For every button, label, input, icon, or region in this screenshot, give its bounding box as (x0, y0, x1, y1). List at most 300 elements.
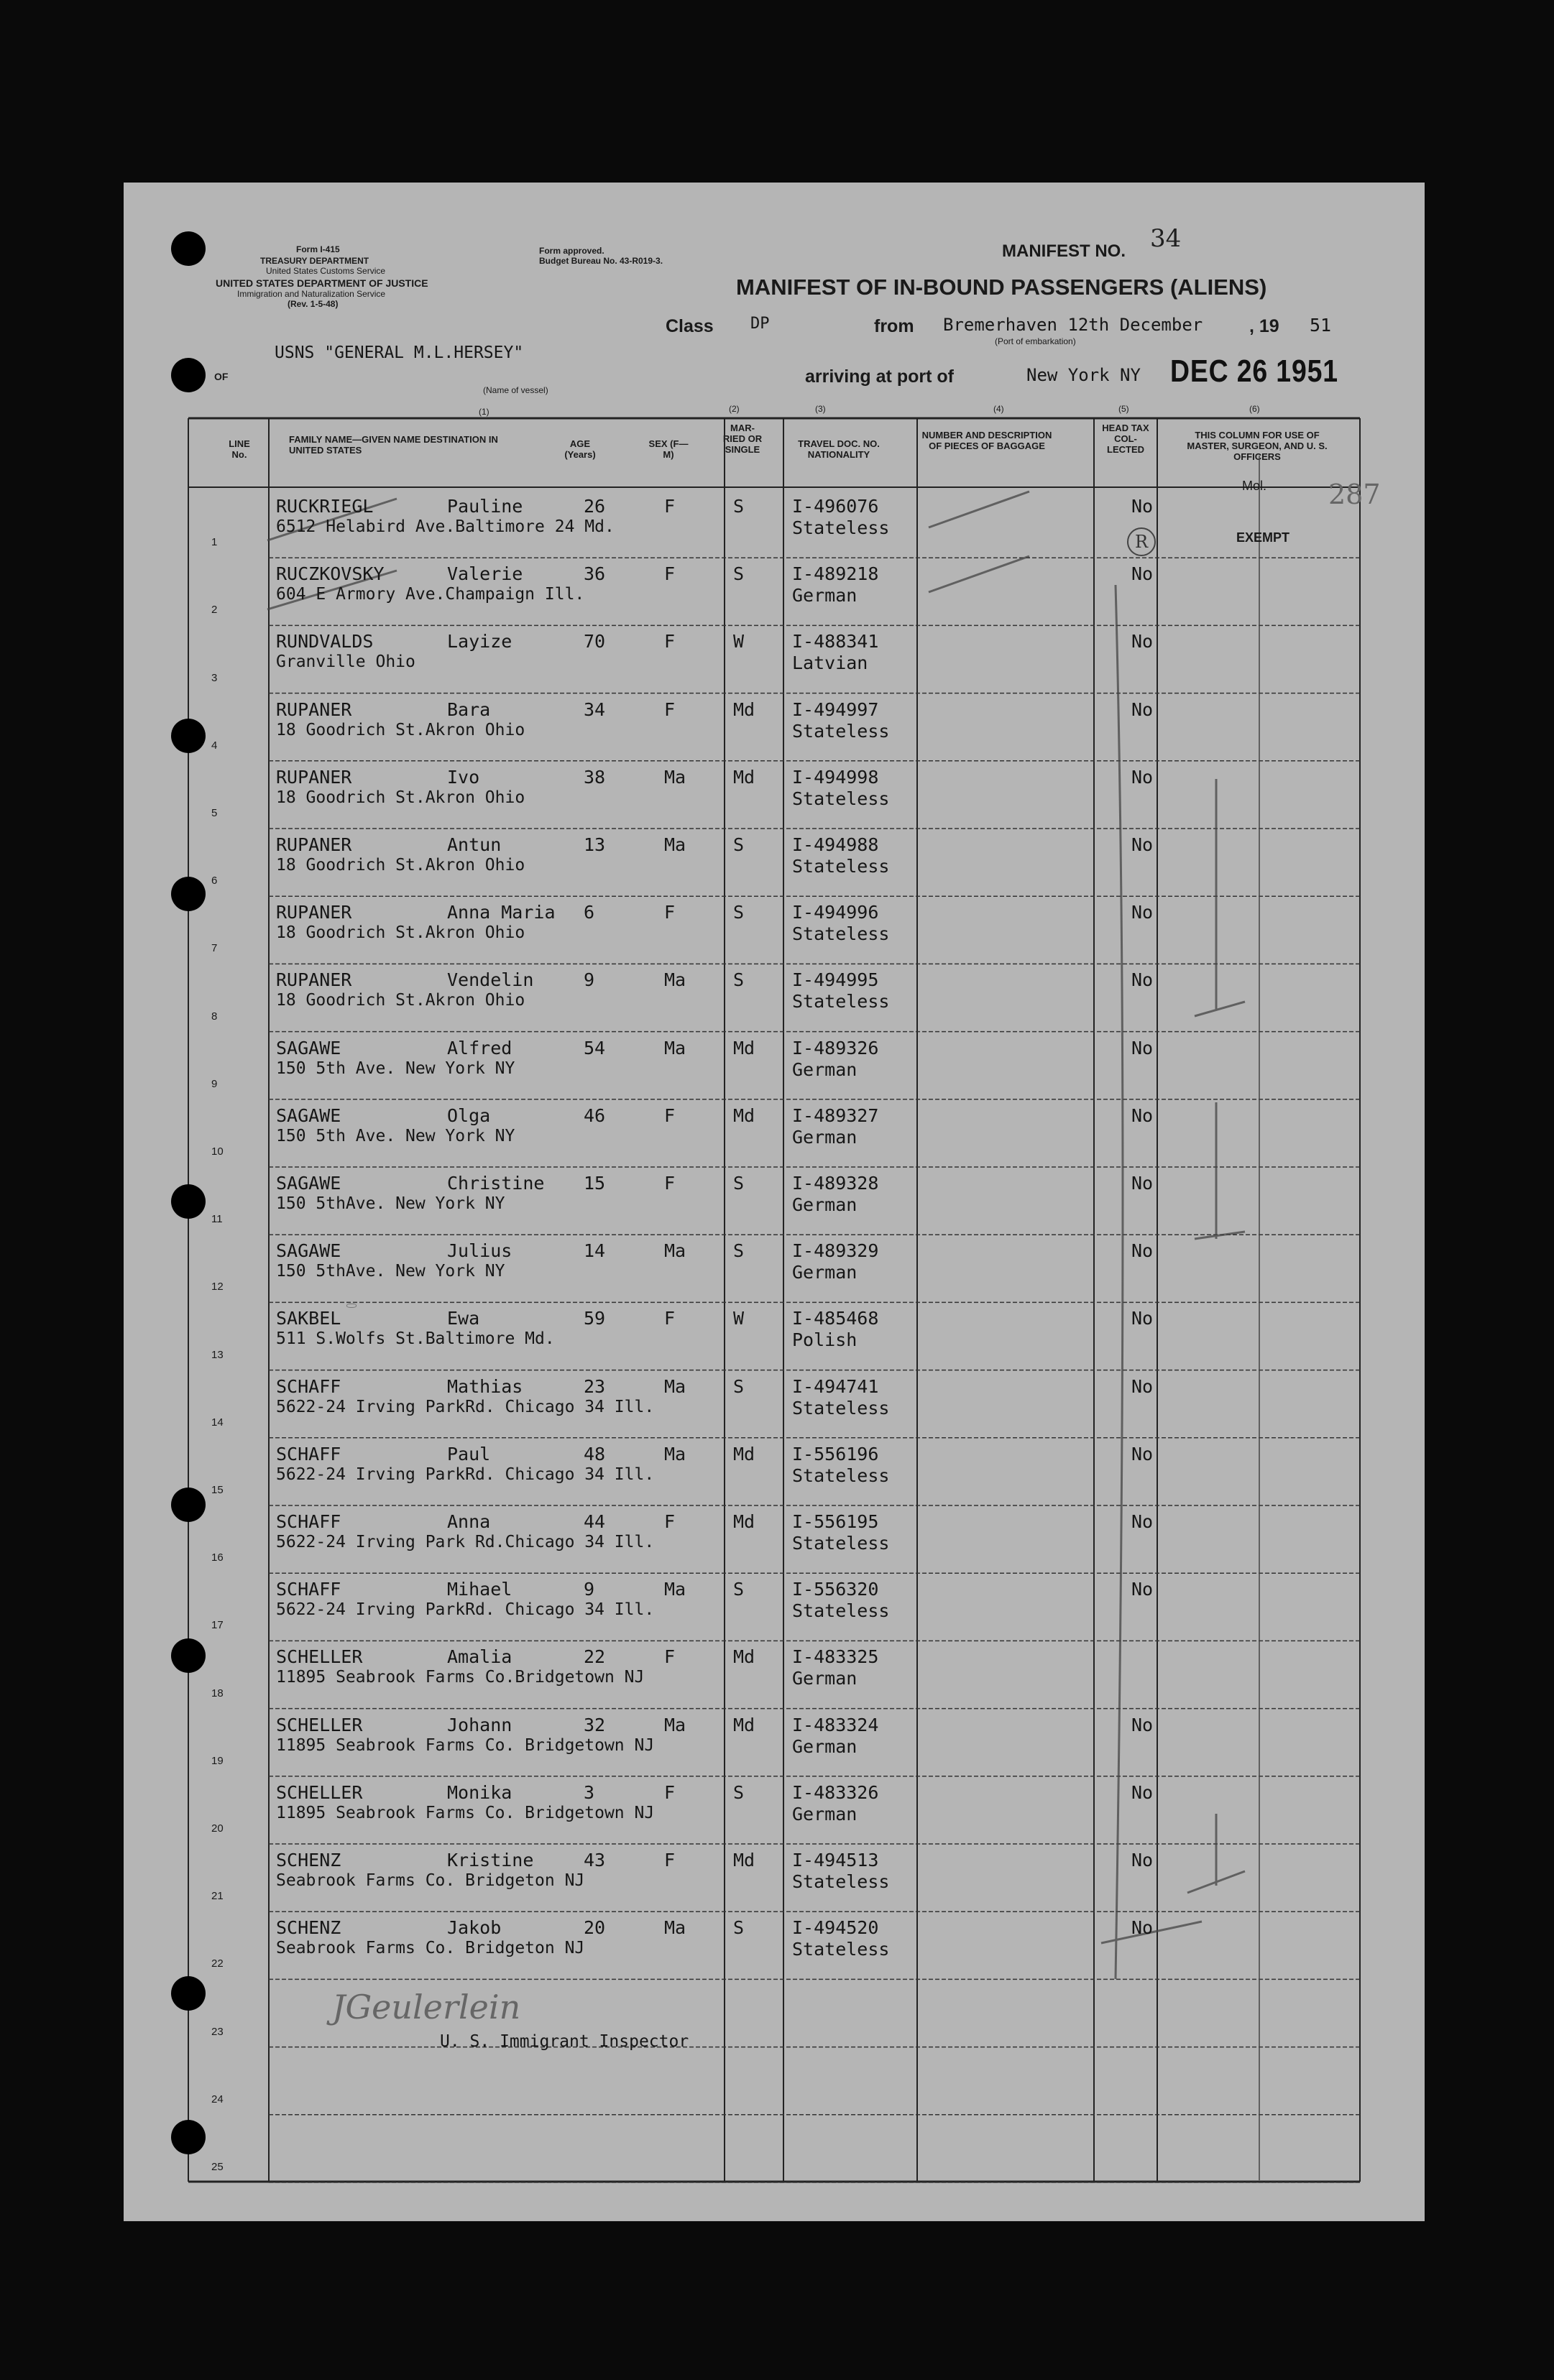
head-tax: No (1131, 1308, 1154, 1329)
travel-doc-number: I-556320 (792, 1579, 879, 1600)
table-row (124, 1844, 1425, 1911)
line-number: 21 (211, 1890, 224, 1903)
destination: 511 S.Wolfs St.Baltimore Md. (276, 1329, 555, 1349)
nationality: Stateless (792, 517, 890, 538)
sex: F (664, 1850, 676, 1871)
table-row (124, 1911, 1425, 1979)
line-number: 3 (211, 671, 218, 684)
year-value: 51 (1310, 315, 1332, 336)
age: 34 (584, 698, 606, 720)
col-num-1: (1) (479, 407, 489, 417)
col-num-5: (5) (1118, 404, 1129, 414)
destination: 5622-24 Irving Park Rd.Chicago 34 Ill. (276, 1533, 655, 1551)
stamp-number-annotation: 287 (1328, 479, 1381, 510)
marital-status: Md (733, 766, 755, 788)
age: 44 (584, 1511, 606, 1532)
inspector-title: U. S. Immigrant Inspector (440, 2032, 689, 2051)
age: 23 (584, 1375, 606, 1397)
head-tax: No (1131, 1240, 1154, 1262)
marital-status: Md (733, 1037, 755, 1058)
marital-status: S (733, 1917, 745, 1939)
head-tax: No (1131, 1917, 1154, 1939)
given-name: Kristine (447, 1850, 534, 1871)
nationality: German (792, 1126, 858, 1148)
table-row (124, 1302, 1425, 1370)
manifest-title: MANIFEST OF IN-BOUND PASSENGERS (ALIENS) (736, 275, 1267, 300)
line-number: 24 (211, 2093, 224, 2105)
travel-doc-number: I-556195 (792, 1511, 879, 1532)
travel-doc-number: I-489328 (792, 1173, 879, 1194)
table-row (124, 625, 1425, 693)
header-baggage: NUMBER AND DESCRIPTION OF PIECES OF BAGGAGE (921, 430, 1052, 451)
travel-doc-number: I-494741 (792, 1375, 879, 1397)
line-number: 4 (211, 739, 218, 752)
marital-status: Md (733, 698, 755, 720)
line-number: 10 (211, 1145, 224, 1158)
travel-doc-number: I-556196 (792, 1443, 879, 1465)
given-name: Valerie (447, 563, 523, 585)
given-name: Ewa (447, 1308, 480, 1329)
family-name: RUPANER (276, 698, 352, 720)
given-name: Anna (447, 1511, 491, 1532)
sex: Ma (664, 1917, 686, 1939)
dept-justice: UNITED STATES DEPARTMENT OF JUSTICE (216, 277, 428, 289)
head-tax: No (1131, 902, 1154, 923)
header-travel-doc: TRAVEL DOC. NO. NATIONALITY (798, 438, 880, 460)
travel-doc-number: I-494997 (792, 698, 879, 720)
destination: 6512 Helabird Ave.Baltimore 24 Md. (276, 517, 615, 536)
travel-doc-number: I-494998 (792, 766, 879, 788)
given-name: Vendelin (447, 969, 534, 991)
header-line-no: LINE No. (229, 438, 250, 460)
head-tax: No (1131, 631, 1154, 652)
family-name: SAGAWE (276, 1104, 341, 1126)
header-name: FAMILY NAME—GIVEN NAME DESTINATION IN UNITED STATES (289, 434, 498, 456)
age: 22 (584, 1646, 606, 1668)
line-number: 11 (211, 1213, 223, 1226)
punch-hole (171, 231, 206, 266)
dept-treasury-sub: United States Customs Service (266, 266, 386, 276)
destination: 11895 Seabrook Farms Co.Bridgetown NJ (276, 1668, 645, 1687)
year-prefix: , 19 (1249, 316, 1279, 336)
from-value: Bremerhaven 12th December (943, 315, 1203, 335)
table-row (124, 1641, 1425, 1708)
punch-hole (171, 1638, 206, 1673)
table-row (124, 1370, 1425, 1438)
line-number: 22 (211, 1957, 224, 1970)
table-row (124, 1099, 1425, 1167)
age: 43 (584, 1850, 606, 1871)
destination: 5622-24 Irving ParkRd. Chicago 34 Ill. (276, 1397, 655, 1416)
sex: Ma (664, 834, 686, 855)
table-row (124, 2115, 1425, 2182)
sex: F (664, 1646, 676, 1668)
marital-status: S (733, 834, 745, 855)
line-number: 23 (211, 2025, 224, 2038)
given-name: Jakob (447, 1917, 502, 1939)
destination: 11895 Seabrook Farms Co. Bridgetown NJ (276, 1735, 655, 1755)
travel-doc-number: I-489329 (792, 1240, 879, 1262)
destination: Granville Ohio (276, 652, 415, 672)
marital-status: S (733, 969, 745, 991)
from-label: from (874, 316, 914, 336)
table-row (124, 558, 1425, 625)
table-row (124, 1979, 1425, 2047)
given-name: Amalia (447, 1646, 512, 1668)
nationality: Stateless (792, 991, 890, 1013)
family-name: SAGAWE (276, 1037, 341, 1058)
given-name: Layize (447, 631, 512, 652)
line-number: 1 (211, 536, 218, 549)
age: 54 (584, 1037, 606, 1058)
punch-hole (171, 877, 206, 911)
head-tax: No (1131, 1850, 1154, 1871)
given-name: Paul (447, 1443, 491, 1465)
family-name: SCHELLER (276, 1781, 363, 1803)
table-row (124, 1235, 1425, 1302)
sex: F (664, 1173, 676, 1194)
head-tax: No (1131, 1511, 1154, 1532)
sex: F (664, 1308, 676, 1329)
given-name: Ivo (447, 766, 480, 788)
arriving-label: arriving at port of (805, 366, 954, 387)
nationality: Stateless (792, 856, 890, 877)
travel-doc-number: I-494988 (792, 834, 879, 855)
col-num-6: (6) (1249, 404, 1260, 414)
age: 6 (584, 902, 595, 923)
age: 14 (584, 1240, 606, 1262)
table-row (124, 1505, 1425, 1573)
sex: F (664, 496, 676, 517)
punch-hole (171, 1976, 206, 2011)
destination: 150 5thAve. New York NY (276, 1262, 505, 1281)
given-name: Alfred (447, 1037, 512, 1058)
family-name: RUCZKOVSKY (276, 563, 385, 585)
nationality: Stateless (792, 1465, 890, 1486)
line-number: 13 (211, 1348, 224, 1361)
nationality: German (792, 1735, 858, 1757)
destination: 18 Goodrich St.Akron Ohio (276, 788, 525, 807)
destination: 18 Goodrich St.Akron Ohio (276, 720, 525, 739)
inspector-signature: JGeulerlein (332, 1988, 521, 2026)
table-row (124, 1438, 1425, 1505)
form-revision: (Rev. 1-5-48) (288, 299, 339, 309)
marital-status: W (733, 631, 745, 652)
class-value: DP (750, 315, 770, 333)
head-tax: No (1131, 563, 1154, 585)
punch-hole (171, 358, 206, 392)
cassbel-note (346, 1304, 357, 1308)
table-row (124, 1032, 1425, 1099)
officer-mark: Mol. (1242, 479, 1267, 493)
punch-hole (171, 1488, 206, 1522)
marital-status: S (733, 1781, 745, 1803)
family-name: RUNDVALDS (276, 631, 374, 652)
line-number: 15 (211, 1483, 224, 1496)
nationality: German (792, 585, 858, 606)
manifest-sheet (124, 183, 1425, 2221)
header-sex: SEX (F—M) (648, 438, 689, 460)
family-name: SCHAFF (276, 1511, 341, 1532)
marital-status: S (733, 563, 745, 585)
table-row (124, 2047, 1425, 2115)
given-name: Monika (447, 1781, 512, 1803)
line-number: 5 (211, 806, 218, 819)
age: 9 (584, 969, 595, 991)
travel-doc-number: I-483325 (792, 1646, 879, 1668)
destination: 5622-24 Irving ParkRd. Chicago 34 Ill. (276, 1465, 655, 1484)
travel-doc-number: I-483326 (792, 1781, 879, 1803)
head-tax: No (1131, 1104, 1154, 1126)
nationality: Stateless (792, 1871, 890, 1892)
table-row (124, 693, 1425, 761)
manifest-number: 34 (1150, 224, 1182, 253)
head-tax: No (1131, 1375, 1154, 1397)
line-number: 12 (211, 1281, 224, 1293)
family-name: RUCKRIEGL (276, 496, 374, 517)
header-officers: THIS COLUMN FOR USE OF MASTER, SURGEON, AND U. S. OFFICERS (1187, 430, 1328, 462)
travel-doc-number: I-489327 (792, 1104, 879, 1126)
nationality: Stateless (792, 720, 890, 742)
of-label: OF (214, 371, 229, 382)
sex: Ma (664, 1579, 686, 1600)
travel-doc-number: I-496076 (792, 496, 879, 517)
age: 15 (584, 1173, 606, 1194)
table-row (124, 1709, 1425, 1776)
family-name: SCHAFF (276, 1579, 341, 1600)
family-name: RUPANER (276, 902, 352, 923)
destination: Seabrook Farms Co. Bridgeton NJ (276, 1939, 585, 1958)
nationality: German (792, 1194, 858, 1215)
family-name: SCHAFF (276, 1375, 341, 1397)
given-name: Mihael (447, 1579, 512, 1600)
line-number: 18 (211, 1687, 224, 1699)
punch-hole (171, 1184, 206, 1219)
age: 26 (584, 496, 606, 517)
nationality: German (792, 1262, 858, 1283)
age: 9 (584, 1579, 595, 1600)
nationality: Stateless (792, 788, 890, 809)
dept-justice-sub: Immigration and Naturalization Service (237, 289, 386, 299)
table-row (124, 964, 1425, 1031)
header-married: MAR-RIED OR SINGLE (722, 423, 763, 455)
given-name: Pauline (447, 496, 523, 517)
sex: F (664, 698, 676, 720)
line-number: 9 (211, 1077, 218, 1090)
given-name: Christine (447, 1173, 545, 1194)
sex: Ma (664, 969, 686, 991)
travel-doc-number: I-494513 (792, 1850, 879, 1871)
marital-status: Md (733, 1104, 755, 1126)
line-number: 2 (211, 604, 218, 617)
line-number: 19 (211, 1754, 224, 1767)
budget-bureau: Budget Bureau No. 43-R019-3. (539, 256, 663, 266)
nationality: Stateless (792, 923, 890, 945)
destination: 150 5thAve. New York NY (276, 1194, 505, 1213)
travel-doc-number: I-488341 (792, 631, 879, 652)
table-row (124, 1776, 1425, 1844)
family-name: SAGAWE (276, 1173, 341, 1194)
marital-status: Md (733, 1850, 755, 1871)
given-name: Bara (447, 698, 491, 720)
nationality: German (792, 1668, 858, 1689)
sex: F (664, 1781, 676, 1803)
header-head-tax: HEAD TAX COL-LECTED (1102, 423, 1149, 455)
punch-hole (171, 2120, 206, 2154)
line-number: 6 (211, 875, 218, 887)
nationality: Stateless (792, 1939, 890, 1960)
marital-status: W (733, 1308, 745, 1329)
family-name: SCHELLER (276, 1646, 363, 1668)
dept-treasury: TREASURY DEPARTMENT (260, 256, 369, 266)
sex: F (664, 1104, 676, 1126)
destination: Seabrook Farms Co. Bridgeton NJ (276, 1871, 585, 1890)
marital-status: S (733, 1375, 745, 1397)
destination: 150 5th Ave. New York NY (276, 1058, 515, 1078)
line-number: 20 (211, 1822, 224, 1835)
head-tax: No (1131, 698, 1154, 720)
table-row (124, 1573, 1425, 1641)
sex: Ma (664, 1443, 686, 1465)
nationality: Stateless (792, 1600, 890, 1622)
marital-status: S (733, 1173, 745, 1194)
head-tax: No (1131, 766, 1154, 788)
travel-doc-number: I-485468 (792, 1308, 879, 1329)
destination: 11895 Seabrook Farms Co. Bridgetown NJ (276, 1803, 655, 1822)
form-number: Form I-415 (296, 244, 340, 254)
destination: 604 E Armory Ave.Champaign Ill. (276, 585, 585, 604)
age: 13 (584, 834, 606, 855)
table-row (124, 490, 1425, 558)
marital-status: Md (733, 1443, 755, 1465)
vessel-name: USNS "GENERAL M.L.HERSEY" (275, 343, 524, 362)
col-num-3: (3) (815, 404, 826, 414)
officer-note: EXEMPT (1236, 530, 1290, 545)
class-label: Class (666, 316, 714, 336)
nationality: Stateless (792, 1533, 890, 1554)
family-name: SAKBEL (276, 1308, 341, 1329)
head-tax: No (1131, 1037, 1154, 1058)
destination: 18 Goodrich St.Akron Ohio (276, 856, 525, 875)
destination: 18 Goodrich St.Akron Ohio (276, 923, 525, 943)
line-number: 16 (211, 1551, 224, 1564)
family-name: SCHAFF (276, 1443, 341, 1465)
circled-mark: R (1127, 527, 1156, 556)
sex: F (664, 902, 676, 923)
family-name: SCHENZ (276, 1850, 341, 1871)
punch-hole (171, 719, 206, 753)
sex: Ma (664, 766, 686, 788)
manifest-number-label: MANIFEST NO. (1002, 241, 1126, 261)
travel-doc-number: I-494520 (792, 1917, 879, 1939)
sex: F (664, 1511, 676, 1532)
col-num-4: (4) (993, 404, 1004, 414)
given-name: Antun (447, 834, 502, 855)
col-num-2: (2) (729, 404, 740, 414)
head-tax: No (1131, 969, 1154, 991)
nationality: German (792, 1058, 858, 1080)
form-approved: Form approved. (539, 246, 604, 256)
travel-doc-number: I-489326 (792, 1037, 879, 1058)
age: 32 (584, 1714, 606, 1735)
travel-doc-number: I-494995 (792, 969, 879, 991)
head-tax: No (1131, 1173, 1154, 1194)
vessel-note: (Name of vessel) (483, 385, 548, 395)
table-row (124, 761, 1425, 829)
nationality: Latvian (792, 652, 868, 674)
family-name: SCHELLER (276, 1714, 363, 1735)
destination: 5622-24 Irving ParkRd. Chicago 34 Ill. (276, 1600, 655, 1620)
head-tax: No (1131, 834, 1154, 855)
line-number: 8 (211, 1010, 218, 1023)
table-row (124, 1167, 1425, 1235)
age: 20 (584, 1917, 606, 1939)
given-name: Olga (447, 1104, 491, 1126)
age: 3 (584, 1781, 595, 1803)
family-name: RUPANER (276, 969, 352, 991)
age: 38 (584, 766, 606, 788)
nationality: Polish (792, 1329, 858, 1351)
age: 46 (584, 1104, 606, 1126)
sex: F (664, 631, 676, 652)
family-name: RUPANER (276, 766, 352, 788)
age: 48 (584, 1443, 606, 1465)
header-age: AGE (Years) (564, 438, 596, 460)
travel-doc-number: I-483324 (792, 1714, 879, 1735)
sex: Ma (664, 1037, 686, 1058)
travel-doc-number: I-489218 (792, 563, 879, 585)
family-name: SAGAWE (276, 1240, 341, 1262)
head-tax: No (1131, 1781, 1154, 1803)
line-number: 14 (211, 1416, 224, 1429)
marital-status: Md (733, 1714, 755, 1735)
sex: Ma (664, 1375, 686, 1397)
given-name: Johann (447, 1714, 512, 1735)
marital-status: S (733, 1240, 745, 1262)
destination: 18 Goodrich St.Akron Ohio (276, 991, 525, 1010)
sex: Ma (664, 1714, 686, 1735)
sex: Ma (664, 1240, 686, 1262)
marital-status: S (733, 902, 745, 923)
port-embark-note: (Port of embarkation) (995, 336, 1076, 346)
line-number: 7 (211, 942, 218, 955)
nationality: Stateless (792, 1397, 890, 1419)
head-tax: No (1131, 1579, 1154, 1600)
arriving-port: New York NY (1026, 365, 1141, 385)
destination: 150 5th Ave. New York NY (276, 1126, 515, 1145)
head-tax: No (1131, 1714, 1154, 1735)
marital-status: S (733, 1579, 745, 1600)
marital-status: S (733, 496, 745, 517)
marital-status: Md (733, 1646, 755, 1668)
family-name: RUPANER (276, 834, 352, 855)
age: 59 (584, 1308, 606, 1329)
given-name: Anna Maria (447, 902, 556, 923)
table-row (124, 896, 1425, 964)
arrival-date-stamp: DEC 26 1951 (1170, 354, 1338, 389)
family-name: SCHENZ (276, 1917, 341, 1939)
line-number: 17 (211, 1619, 224, 1632)
travel-doc-number: I-494996 (792, 902, 879, 923)
age: 36 (584, 563, 606, 585)
head-tax: No (1131, 1443, 1154, 1465)
head-tax: No (1131, 496, 1154, 517)
sex: F (664, 563, 676, 585)
table-row (124, 829, 1425, 896)
given-name: Julius (447, 1240, 512, 1262)
marital-status: Md (733, 1511, 755, 1532)
line-number: 25 (211, 2160, 224, 2173)
